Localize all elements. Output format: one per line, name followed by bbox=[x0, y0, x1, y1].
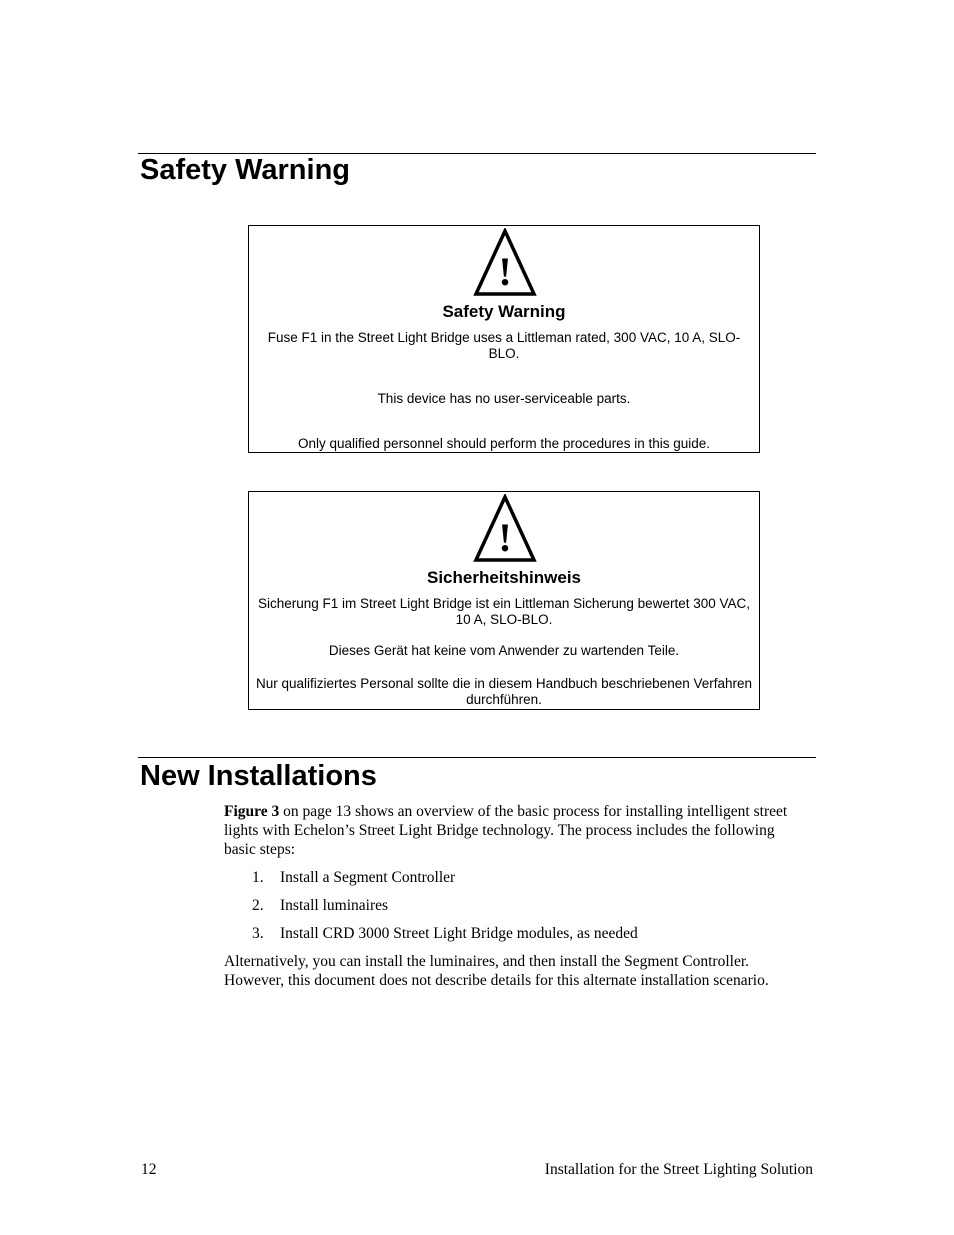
warning-line-fuse: Fuse F1 in the Street Light Bridge uses a Littleman rated, 300 VAC, 10 A, SLO-BLO. bbox=[267, 330, 741, 361]
list-item-number: 3. bbox=[252, 925, 264, 942]
warning-title-english: Safety Warning bbox=[442, 302, 566, 321]
list-item-number: 1. bbox=[252, 869, 264, 886]
footer-doc-title: Installation for the Street Lighting Solution bbox=[544, 1161, 813, 1178]
figure-reference-link[interactable]: Figure 3 bbox=[224, 803, 280, 820]
warning-box-german bbox=[248, 491, 760, 710]
svg-text:!: ! bbox=[498, 515, 512, 560]
warning-line-personal: Nur qualifiziertes Personal sollte die in diesem Handbuch beschriebenen Verfahren durchführen. bbox=[255, 676, 753, 707]
warning-line-no-parts: This device has no user-serviceable parts. bbox=[377, 391, 631, 406]
warning-line-keine-teile: Dieses Gerät hat keine vom Anwender zu wartenden Teile. bbox=[328, 643, 680, 658]
warning-box-english bbox=[248, 225, 760, 453]
section-rule-new-installations bbox=[138, 757, 816, 758]
list-item bbox=[252, 896, 388, 915]
list-item-number: 2. bbox=[252, 897, 264, 914]
page-number: 12 bbox=[141, 1161, 157, 1178]
warning-line-sicherung: Sicherung F1 im Street Light Bridge ist ein Littleman Sicherung bewertet 300 VAC, 10 A, SLO-BLO. bbox=[257, 596, 750, 627]
intro-paragraph-text: on page 13 shows an overview of the basic process for installing intelligent street lights with Echelon’s Street Light Bridge technology. The process includes the following basic steps: bbox=[224, 803, 788, 858]
warning-title-german: Sicherheitshinweis bbox=[427, 568, 581, 587]
warning-triangle-icon bbox=[473, 228, 537, 296]
intro-paragraph bbox=[224, 802, 804, 859]
list-item-text: Install luminaires bbox=[280, 897, 389, 914]
warning-triangle-icon bbox=[473, 494, 537, 562]
list-item-text: Install a Segment Controller bbox=[280, 869, 456, 886]
list-item bbox=[252, 868, 455, 887]
list-item bbox=[252, 924, 638, 943]
warning-line-qualified: Only qualified personnel should perform the procedures in this guide. bbox=[298, 436, 710, 451]
section-heading-safety-warning: Safety Warning bbox=[140, 154, 351, 186]
outro-paragraph: Alternatively, you can install the luminaires, and then install the Segment Controller. However, this document does not describe details for this alternate installation scenario. bbox=[224, 953, 769, 989]
svg-text:!: ! bbox=[498, 249, 512, 294]
section-heading-new-installations: New Installations bbox=[140, 760, 377, 792]
list-item-text: Install CRD 3000 Street Light Bridge modules, as needed bbox=[280, 925, 638, 942]
